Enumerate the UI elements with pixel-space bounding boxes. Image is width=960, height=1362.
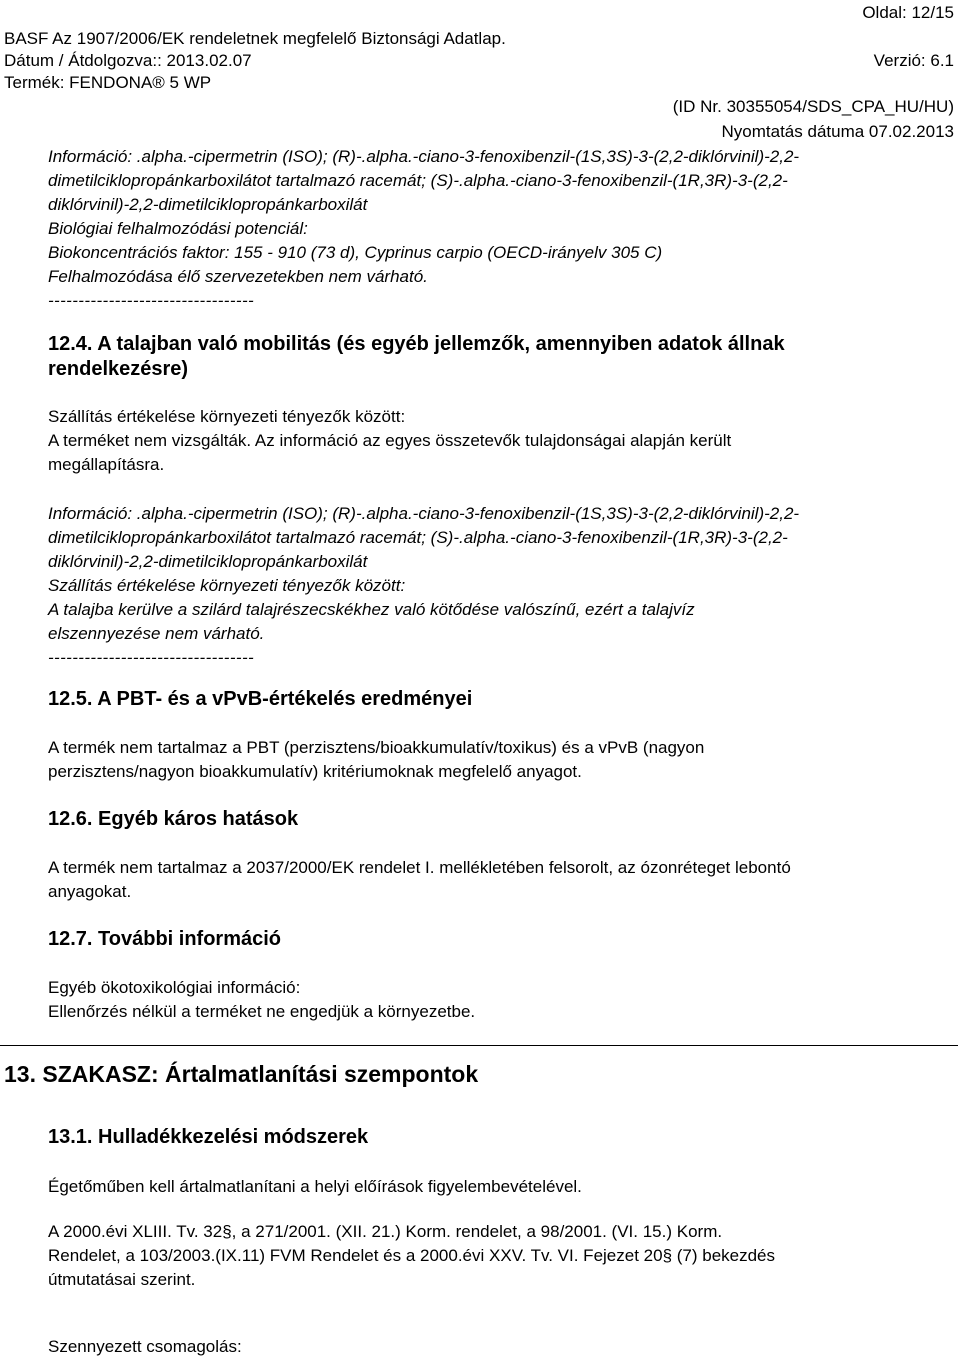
text-line: A termék nem tartalmaz a 2037/2000/EK rendelet I. mellékletében felsorolt, az ózonréteget lebontó — [48, 858, 791, 877]
document-title: BASF Az 1907/2006/EK rendeletnek megfelelő Biztonsági Adatlap. — [4, 29, 506, 48]
section-12-5-heading: 12.5. A PBT- és a vPvB-értékelés eredményei — [48, 688, 473, 710]
print-date: Nyomtatás dátuma 07.02.2013 — [721, 122, 954, 141]
info-line: Információ: .alpha.-cipermetrin (ISO); (R)-.alpha.-ciano-3-fenoxibenzil-(1S,3S)-3-(2,2-diklórvinil)-2,2- — [48, 504, 800, 523]
info-line: Szállítás értékelése környezeti tényezők között: — [48, 576, 406, 595]
section-12-5-text — [48, 736, 948, 784]
section-13-heading: 13. SZAKASZ: Ártalmatlanítási szempontok — [4, 1061, 479, 1087]
assessment-text: A terméket nem vizsgálták. Az információ az egyes összetevők tulajdonságai alapján került — [48, 431, 732, 450]
section-12-7-heading: 12.7. További információ — [48, 928, 282, 950]
assessment-text: megállapításra. — [48, 455, 165, 474]
page-number: Oldal: 12/15 — [862, 3, 954, 22]
info-line: A talajba kerülve a szilárd talajrészecskékhez való kötődése valószínű, ezért a talajvíz — [48, 600, 695, 619]
section-divider — [0, 1045, 958, 1046]
contaminated-packaging-label: Szennyezett csomagolás: — [48, 1337, 242, 1356]
section-13-1-heading: 13.1. Hulladékkezelési módszerek — [48, 1126, 369, 1148]
section-12-6-heading: 12.6. Egyéb káros hatások — [48, 808, 299, 830]
section-12-4-assessment — [48, 405, 948, 477]
text-line: anyagokat. — [48, 882, 132, 901]
info-line: diklórvinil)-2,2-dimetilciklopropánkarboxilát — [48, 195, 368, 214]
section-12-6-text — [48, 856, 948, 904]
document-id: (ID Nr. 30355054/SDS_CPA_HU/HU) — [672, 97, 954, 116]
section-12-4-heading — [48, 332, 948, 382]
product-name: Termék: FENDONA® 5 WP — [4, 73, 212, 92]
info-line: dimetilciklopropánkarboxilátot tartalmazó racemát; (S)-.alpha.-ciano-3-fenoxibenzil-(1R,3R)-3-(2,2- — [48, 171, 788, 190]
info-line: Biológiai felhalmozódási potenciál: — [48, 219, 308, 238]
legal-references — [48, 1220, 948, 1292]
text-line: útmutatásai szerint. — [48, 1270, 196, 1289]
text-line: A 2000.évi XLIII. Tv. 32§, a 271/2001. (XII. 21.) Korm. rendelet, a 98/2001. (VI. 15.) Korm. — [48, 1222, 723, 1241]
info-line: Információ: .alpha.-cipermetrin (ISO); (R)-.alpha.-ciano-3-fenoxibenzil-(1S,3S)-3-(2,2-diklórvinil)-2,2- — [48, 147, 800, 166]
info-line: diklórvinil)-2,2-dimetilciklopropánkarboxilát — [48, 552, 368, 571]
text-line: Egyéb ökotoxikológiai információ: — [48, 978, 301, 997]
text-line: perzisztens/nagyon bioakkumulatív) kritériumoknak megfelelő anyagot. — [48, 762, 582, 781]
assessment-label: Szállítás értékelése környezeti tényezők között: — [48, 407, 406, 426]
text-line: Ellenőrzés nélkül a terméket ne engedjük a környezetbe. — [48, 1002, 476, 1021]
text-line: Rendelet, a 103/2003.(IX.11) FVM Rendelet és a 2000.évi XXV. Tv. VI. Fejezet 20§ (7) bekezdés — [48, 1246, 776, 1265]
section-12-7-text — [48, 946, 948, 1024]
info-line: dimetilciklopropánkarboxilátot tartalmazó racemát; (S)-.alpha.-ciano-3-fenoxibenzil-(1R,3R)-3-(2,2- — [48, 528, 788, 547]
text-line: A termék nem tartalmaz a PBT (perzisztens/bioakkumulatív/toxikus) és a vPvB (nagyon — [48, 738, 705, 757]
disposal-method: Égetőműben kell ártalmatlanítani a helyi előírások figyelembevételével. — [48, 1177, 582, 1196]
info-line: Felhalmozódása élő szervezetekben nem várható. — [48, 267, 428, 286]
separator: ---------------------------------- — [48, 291, 255, 310]
revision-date: Dátum / Átdolgozva:: 2013.02.07 — [4, 51, 252, 70]
info-line: Biokoncentrációs faktor: 155 - 910 (73 d), Cyprinus carpio (OECD-irányelv 305 C) — [48, 243, 663, 262]
bioaccumulation-info — [48, 145, 948, 313]
heading-line: 12.4. A talajban való mobilitás (és egyéb jellemzők, amennyiben adatok állnak — [48, 333, 785, 355]
separator: ---------------------------------- — [48, 648, 255, 667]
version: Verzió: 6.1 — [873, 51, 954, 70]
section-12-4-information — [48, 502, 948, 670]
info-line: elszennyezése nem várható. — [48, 624, 265, 643]
heading-line: rendelkezésre) — [48, 358, 189, 380]
